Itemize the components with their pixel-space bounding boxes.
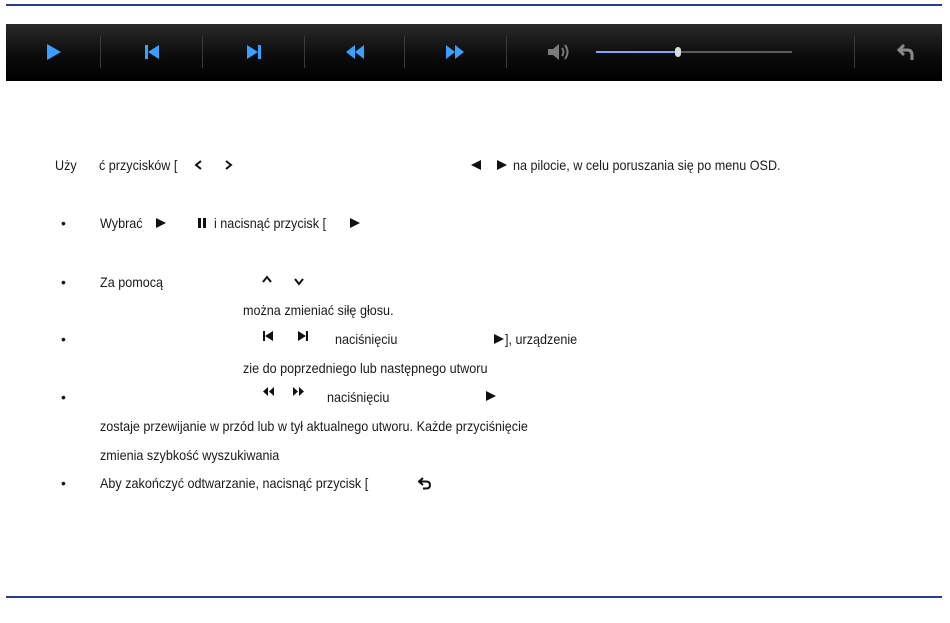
bullet2-text-a: Za pomocą [100,274,164,290]
intro-text-a: Uży [55,157,77,173]
left-arrow-icon [470,159,482,171]
separator [854,36,855,68]
separator [506,36,507,68]
fast-forward-button[interactable] [442,36,468,68]
separator [202,36,203,68]
bullet: • [61,274,66,290]
bullet2-text-b: można zmieniać siłę głosu. [243,302,394,318]
intro-text-c: na pilocie, w celu poruszania się po menu OSD. [513,157,781,173]
skip-next-icon [297,330,309,342]
rewind-button[interactable] [342,36,368,68]
next-track-button[interactable] [242,36,266,68]
play-icon [349,217,361,229]
play-icon [485,390,497,402]
bullet: • [61,389,66,405]
up-chevron-icon [262,274,272,284]
bullet: • [61,331,66,347]
fast-forward-icon [444,43,466,61]
rewind-icon [262,386,275,397]
play-icon [493,333,505,345]
bullet4-text-c: zmienia szybkość wyszukiwania [100,447,280,463]
volume-icon [546,42,572,62]
volume-button[interactable] [544,36,574,68]
return-button[interactable] [894,36,918,68]
bullet3-text-c: zie do poprzedniego lub następnego utworu [243,360,488,376]
previous-track-button[interactable] [140,36,164,68]
separator [404,36,405,68]
volume-slider[interactable] [596,51,792,53]
return-icon [896,42,916,62]
bullet4-text-b: zostaje przewijanie w przód lub w tył aktualnego utworu. Każde przyciśnięcie [100,418,528,434]
bullet1-text-a: Wybrać [100,215,143,231]
bullet1-text-b: i nacisnąć przycisk [ [214,215,327,231]
rewind-icon [344,43,366,61]
bottom-rule [6,596,942,598]
play-icon [45,43,63,61]
volume-slider-handle[interactable] [675,47,681,57]
bullet3-text-b: ], urządzenie [505,331,578,347]
top-rule [6,4,942,6]
right-chevron-icon [224,160,234,170]
play-icon [155,217,167,229]
media-control-bar [6,24,942,81]
down-chevron-icon [294,277,304,287]
pause-icon [197,217,207,229]
bullet: • [61,215,66,231]
volume-fill [596,51,678,53]
skip-next-icon [245,43,263,61]
separator [304,36,305,68]
intro-text-b: ć przycisków [ [99,157,178,173]
bullet4-text-a: naciśnięciu [327,389,390,405]
right-arrow-icon [496,159,508,171]
fast-forward-icon [292,386,305,397]
return-icon [418,477,432,490]
bullet: • [61,475,66,491]
left-chevron-icon [193,160,203,170]
bullet3-text-a: naciśnięciu [335,331,398,347]
skip-previous-icon [262,330,274,342]
bullet5-text-a: Aby zakończyć odtwarzanie, nacisnąć przycisk [ [100,475,369,491]
skip-previous-icon [143,43,161,61]
separator [100,36,101,68]
play-button[interactable] [42,36,66,68]
